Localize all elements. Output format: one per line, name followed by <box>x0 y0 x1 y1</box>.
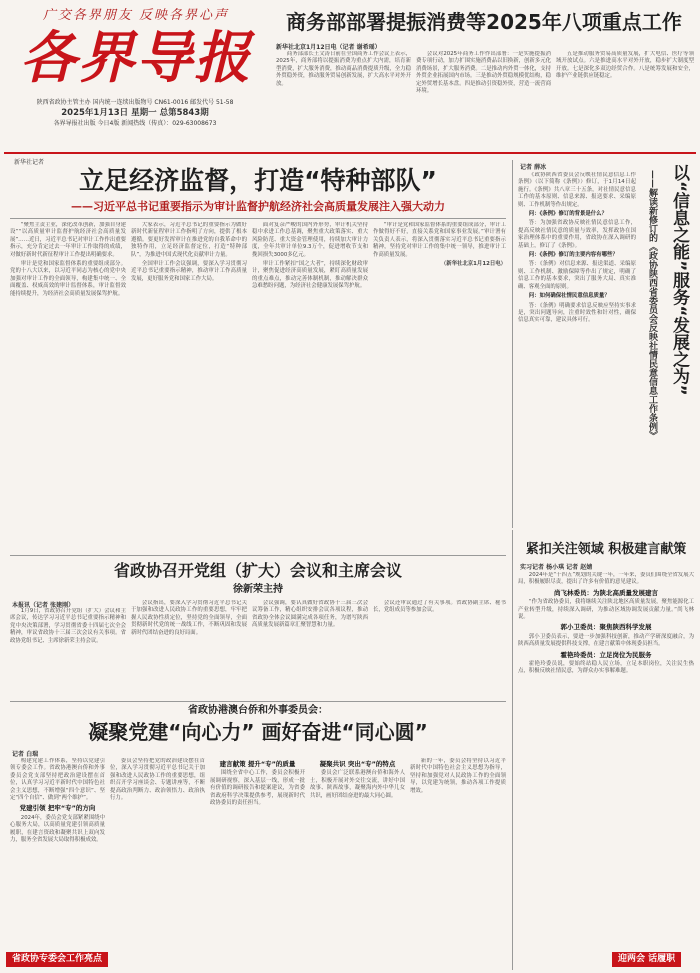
section3-para: 构建党建工作体系，坚持以党建引领专委会工作。省政协港澳台侨和外事委员会党支部坚持把政治建设摆在首位，认真学习习近平新时代中国特色社会主义思想，不断增强“四个意识”、坚定“四个自信”、做到“两个维护”。 <box>10 758 105 802</box>
section3-byline: 记者 白瑞 <box>12 751 39 758</box>
section3-headline: 凝聚党建“向心力” 画好奋进“同心圆” <box>88 720 428 744</box>
section3-subhead: 建言献策 提升“专”的质量 <box>219 760 296 768</box>
section3-subhead: 党建引领 把牢“专”的方向 <box>19 804 96 813</box>
side-feature-subtitle: ——解读新修订的《政协陕西省委员会反映社情民意信息工作条例》 <box>647 170 657 440</box>
lead-para: “聚焦主责主业，深化改革创新，加强自身建设”“以高质量审计监督护航经济社会高质量发展”……近日，习近平总书记对审计工作作出重要指示，充分肯定过去一年审计工作取得的成绩，对做好新时代新征程审计工作提出明确要求。 <box>10 222 126 258</box>
section2-headline: 省政协召开党组（扩大）会议和主席会议 <box>113 561 402 580</box>
section3-pretitle: 省政协港澳台侨和外事委员会： <box>188 705 328 716</box>
section2-para: 会议强调，要认真做好省政协十三届三次会议筹备工作，精心组织安排会议各项议程，推动省政协全体会议圆满完成各项任务，为谱写陕西高质量发展新篇章汇聚智慧和力量。 <box>252 600 368 629</box>
top-story-col-1 <box>276 51 411 151</box>
right-article-para: 郭小卫委员表示，要进一步加强科技创新，推动产学研深度融合，为陕西高质量发展提供科技支撑，在建言献策中体现委员担当。 <box>518 633 694 648</box>
lead-col-2 <box>131 222 247 552</box>
column-divider <box>512 530 513 970</box>
section3-para: 2024年，委员会党支部紧紧围绕中心服务大局，以高质量党建引领高质量履职，在建言资政和凝聚共识上双向发力，服务全省发展大局取得积极成效。 <box>10 814 105 844</box>
side-feature-question: 问：如何确保社情民意信息质量？ <box>528 293 610 300</box>
section2-col-2 <box>131 600 247 698</box>
side-feature-text <box>518 172 636 524</box>
sponsor-line: 陕西省政协主管主办 国内统一连续出版物号 CN61-0016 邮发代号 51-58 <box>36 99 234 106</box>
top-story-para: 商务部部长王文涛日前在全国商务工作会议上表示，2025年，商务部将以提振消费为重点扩大内需，培育新型消费，扩大服务消费，推动商品消费提质升级，全力稳外贸稳外资，推动服务贸易创新发展，扩大高水平对外开放。 <box>276 51 411 87</box>
right-article-subhead: 霍艳玲委员：立足岗位为民服务 <box>560 650 652 659</box>
top-story-col-3 <box>556 51 694 151</box>
right-article-subhead: 尚飞林委员：为陕北高质量发展建言 <box>554 588 658 597</box>
section3-col-5 <box>410 758 506 948</box>
lead-dateline: （新华社北京1月12日电） <box>440 261 506 268</box>
right-article-para: 2024年是“十四五”规划的关键一年，一年来，委员们围绕全省发展大局，积极履职尽责，提出了许多有价值的意见建议。 <box>518 572 694 586</box>
section-divider <box>10 701 506 702</box>
section3-para: 委员会广泛联系港澳台侨和海外人士，积极开展对外交往交流，讲好中国故事、陕西故事，凝聚海内外中华儿女共识，画好团结奋进的最大同心圆。 <box>310 770 405 799</box>
top-story-byline: 新华社北京1月12日电（记者 谢希瑶） <box>276 44 381 51</box>
lead-divider <box>10 218 506 219</box>
section3-para: 委员会坚持把党的政治建设摆在首位，深入学习贯彻习近平总书记关于加强和改进人民政协工作的重要思想，组织召开学习座谈会、专题讲座等，不断提高政治判断力、政治领悟力、政治执行力。 <box>110 758 205 802</box>
lead-para: 审计工作紧扣“国之大者”，持续深化财政审计，聚焦促进经济高质量发展，紧盯高质量发展的重点难点，推动完善体制机制，推动解决群众急难愁盼问题，为经济社会健康发展保驾护航。 <box>252 261 368 290</box>
lead-subheadline: ——习近平总书记重要指示为审计监督护航经济社会高质量发展注入强大动力 <box>71 200 445 213</box>
column-divider <box>512 160 513 528</box>
side-feature-byline: 记者 薛冰 <box>520 164 547 171</box>
section2-para: 1月9日，省政协召开党组（扩大）会议和主席会议，传达学习习近平总书记重要指示精神和党中央决策部署，学习贯彻省委十四届七次全会精神，审议省政协十三届三次会议有关事项。省政协党组书记、主席徐新荣主持会议。 <box>10 608 126 644</box>
lead-para: “审计是党和国家监督体系的重要组成部分，审计工作做得好不好，直接关系党和国家事业发展。”审计署有关负责人表示，将深入贯彻落实习近平总书记重要指示精神，坚持党对审计工作的集中统一领导，推进审计工作高质量发展。 <box>373 222 506 258</box>
top-story-para: 会议对2025年商务工作作出部署：一是实施提振消费专项行动，加力扩围实施消费品以旧换新，创新多元化消费场景，扩大服务消费。二是推动内外贸一体化，支持外贸企业拓展国内市场。三是推动外贸稳规模优结构，稳定外贸增长基本盘。四是推动引资稳外资，营造一流营商环境。 <box>416 51 551 95</box>
edition-line: 各界导报社出版 今日4版 新闻热线（传真）：029-63008673 <box>53 120 217 127</box>
side-feature-para: 答：为加强省政协反映社情民意信息工作，提高反映社情民意的质量与效率，发挥政协在国家治理体系中的重要作用，省政协在深入调研的基础上，修订了《条例》。 <box>518 220 636 249</box>
section2-col-4 <box>373 600 506 698</box>
lead-para: 面对复杂严峻的国内外形势，审计机关坚持稳中求进工作总基调，聚焦重大政策落实、重大风险防范、重大资金管理使用，持续加大审计力度，全年共审计单位9.3万个，促进增收节支和挽回损失3000多亿元。 <box>252 222 368 258</box>
lead-headline: 立足经济监督，打造“特种部队” <box>79 166 437 195</box>
right-article-subhead: 郭小卫委员：聚焦陕西科学发展 <box>560 623 652 632</box>
right-article-text <box>518 572 694 947</box>
masthead <box>0 0 265 148</box>
section2-para: 会议指出，要深入学习贯彻习近平总书记关于加强和改进人民政协工作的重要思想，牢牢把握人民政协性质定位，坚持党的全面领导，全面贯彻新时代党的统一战线工作，不断巩固和发展新时代团结奋进的良好局面。 <box>131 600 247 636</box>
section3-col-1 <box>10 758 105 948</box>
lead-para: 大家表示，习近平总书记的重要指示为做好新时代新征程审计工作指明了方向，提供了根本遵循。要更好发挥审计在推进党的自我革命中的独特作用，立足经济监督定位，打造“特种部队”，为推进中国式现代化贡献审计力量。 <box>131 222 247 258</box>
right-article-para: 霍艳玲委员说，要始终站稳人民立场，立足本职岗位，关注民生热点，积极反映社情民意，为群众办实事解难题。 <box>518 661 694 675</box>
lead-byline-top: 新华社记者 <box>14 159 45 166</box>
right-article-byline: 实习记者 杨小琪 记者 赵婧 <box>520 564 593 571</box>
masthead-rule <box>4 152 696 154</box>
section-divider <box>10 555 506 556</box>
top-story-para: 五是推动服务贸易高质量发展，扩大电信、医疗等领域开放试点。六是推进高水平对外开放，稳步扩大制度型开放。七是深化多双边经贸合作。八是统筹发展和安全，维护产业链供应链稳定。 <box>556 51 694 80</box>
right-article-para: “作为省政协委员，我将继续关注陕北地区高质量发展，聚焦能源化工产业转型升级，持续深入调研，为推动区域协调发展贡献力量。”尚飞林说。 <box>518 599 694 621</box>
lead-col-4 <box>373 222 506 552</box>
section3-banner-left: 省政协专委会工作亮点 <box>6 952 108 967</box>
section3-para: 新的一年，委员会将坚持以习近平新时代中国特色社会主义思想为指导，坚持和加强党对人民政协工作的全面领导，以党建为统领，推动各项工作提质增效。 <box>410 758 506 794</box>
side-feature-title: 以“信息之能”服务“发展之为” <box>669 164 689 396</box>
masthead-slogan: 广交各界朋友 反映各界心声 <box>42 8 230 23</box>
section3-col-2 <box>110 758 205 948</box>
side-feature-para: 答：《条例》对信息来源、报送渠道、采编原则、工作机制、激励保障等作出了规定，明确了信息工作的基本要求，突出了服务大局、真实准确、客观全面的原则。 <box>518 261 636 290</box>
section2-presider: 徐新荣主持 <box>233 584 283 595</box>
lead-col-3 <box>252 222 368 552</box>
top-story-col-2 <box>416 51 551 151</box>
lead-col-1 <box>10 222 126 552</box>
section3-para: 围绕全省中心工作，委员会积极开展调研视察，深入基层一线，形成一批有价值的调研报告和提案建议，为省委省政府科学决策提供参考，展现新时代政协委员的责任担当。 <box>210 770 305 807</box>
lead-para: 审计是党和国家监督体系的重要组成部分。党的十八大以来，以习近平同志为核心的党中央加强对审计工作的全面领导，构建集中统一、全面覆盖、权威高效的审计监督体系，审计监督效能持续提升，为经济社会高质量发展保驾护航。 <box>10 261 126 297</box>
lead-para: 全国审计工作会议强调，要深入学习贯彻习近平总书记重要指示精神，推动审计工作高质量发展，更好服务党和国家工作大局。 <box>131 261 247 282</box>
right-article-headline: 紧扣关注领域 积极建言献策 <box>525 542 687 557</box>
side-feature-question: 问：《条例》修订的背景是什么？ <box>528 211 607 218</box>
section3-col-4 <box>310 758 405 948</box>
section3-col-3 <box>210 758 305 948</box>
top-story-headline: 商务部部署提振消费等2025年八项重点工作 <box>286 10 682 34</box>
publication-info <box>4 98 266 128</box>
issue-date: 2025年1月13日 星期一 总第5843期 <box>61 108 209 118</box>
side-feature-para: 《政协陕西省委员会反映社情民意信息工作条例》（以下简称《条例》）修订，于1月14日起施行。《条例》共八章三十五条，对社情民意信息工作的基本原则、信息来源、报送要求、采编原则、工作机制等作出规定。 <box>518 172 636 208</box>
section2-col-3 <box>252 600 368 698</box>
section2-col-1 <box>10 608 126 698</box>
side-feature-para: 答：《条例》明确要求信息反映应坚持实事求是，突出问题导向，注重时效性和针对性，确保信息真实可靠，建议具体可行。 <box>518 302 636 324</box>
section2-byline: 本报讯（记者 张建刚） <box>12 602 75 609</box>
section2-para: 会议还审议通过了有关事项。省政协副主席、秘书长，党组成员等参加会议。 <box>373 600 506 614</box>
section3-banner-right: 迎两会 话履职 <box>612 952 681 967</box>
section3-subhead: 凝聚共识 突出“专”的特点 <box>319 760 396 768</box>
newspaper-logo: 各界导报 <box>20 25 252 91</box>
side-feature-question: 问：《条例》修订的主要内容有哪些？ <box>528 252 618 259</box>
